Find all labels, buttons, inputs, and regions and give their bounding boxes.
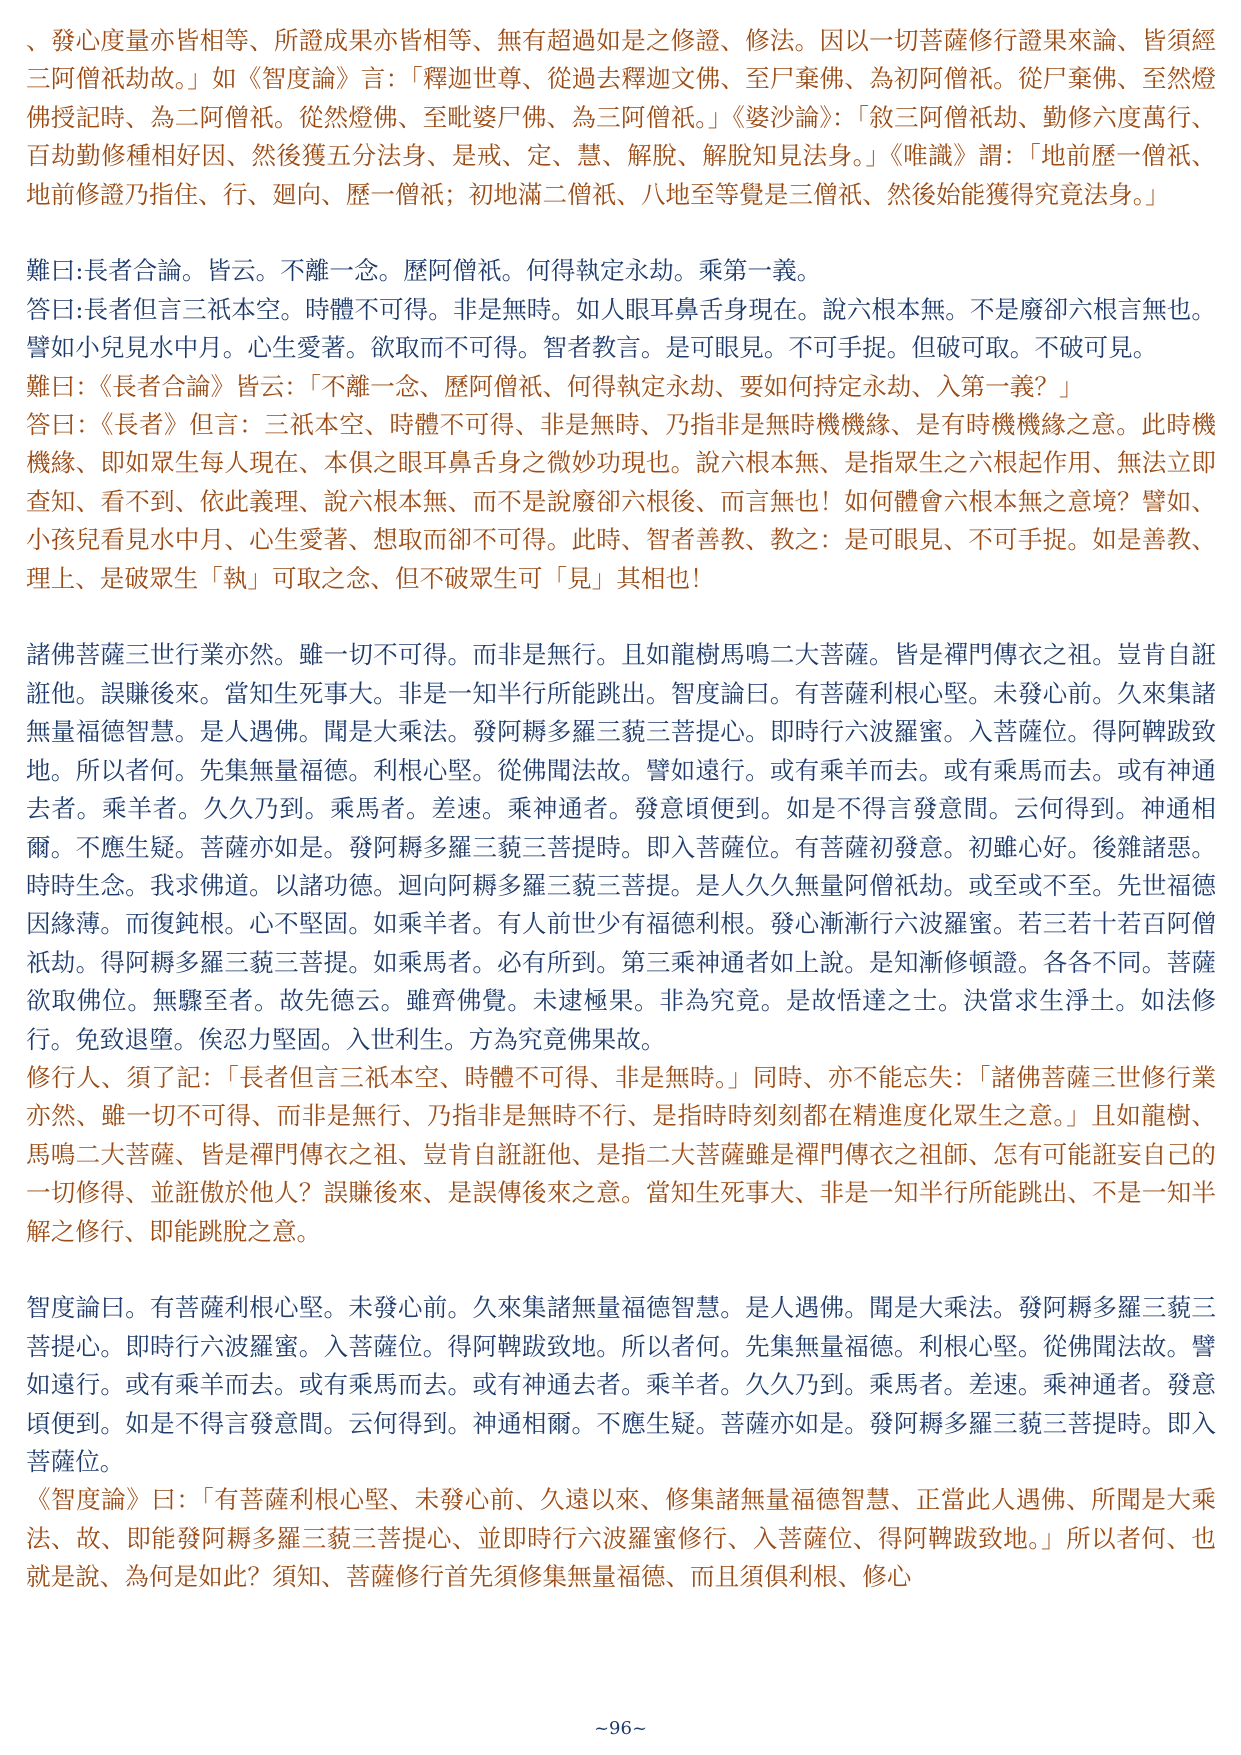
paragraph-gap <box>26 1251 1216 1289</box>
paragraph-11: 智度論曰。有菩薩利根心堅。未發心前。久來集諸無量福德智慧。是人遇佛。聞是大乘法。發阿耨多羅三藐三菩提心。即時行六波羅蜜。入菩薩位。得阿鞞跋致地。所以者何。先集無量福德。利根心堅。從佛聞法故。譬如遠行。或有乘羊而去。或有乘馬而去。或有神通去者。乘羊者。久久乃到。乘馬者。差速。乘神通者。發意頃便到。如是不得言發意間。云何得到。神通相爾。不應生疑。菩薩亦如是。發阿耨多羅三藐三菩提時。即入菩薩位。 <box>26 1293 1216 1476</box>
paragraph-4: 答曰:長者但言三祇本空。時體不可得。非是無時。如人眼耳鼻舌身現在。說六根本無。不是廢卻六根言無也。譬如小兒見水中月。心生愛著。欲取而不可得。智者教言。是可眼見。不可手捉。但破可取。不破可見。 <box>26 294 1216 363</box>
paragraph-8: 諸佛菩薩三世行業亦然。雖一切不可得。而非是無行。且如龍樹馬鳴二大菩薩。皆是禪門傳衣之祖。豈肯自誑誑他。誤賺後來。當知生死事大。非是一知半行所能跳出。智度論曰。有菩薩利根心堅。未發心前。久來集諸無量福德智慧。是人遇佛。聞是大乘法。發阿耨多羅三藐三菩提心。即時行六波羅蜜。入菩薩位。得阿鞞跋致地。所以者何。先集無量福德。利根心堅。從佛聞法故。譬如遠行。或有乘羊而去。或有乘馬而去。或有神通去者。乘羊者。久久乃到。乘馬者。差速。乘神通者。發意頃便到。如是不得言發意間。云何得到。神通相爾。不應生疑。菩薩亦如是。發阿耨多羅三藐三菩提時。即入菩薩位。有菩薩初發意。初雖心好。後雜諸惡。時時生念。我求佛道。以諸功德。迴向阿耨多羅三藐三菩提。是人久久無量阿僧祇劫。或至或不至。先世福德因緣薄。而復鈍根。心不堅固。如乘羊者。有人前世少有福德利根。發心漸漸行六波羅蜜。若三若十若百阿僧祇劫。得阿耨多羅三藐三菩提。如乘馬者。必有所到。第三乘神通者如上說。是知漸修頓證。各各不同。菩薩欲取佛位。無驟至者。故先德云。雖齊佛覺。未逮極果。非為究竟。是故悟達之士。決當求生淨土。如法修行。免致退墮。俟忍力堅固。入世利生。方為究竟佛果故。 <box>26 640 1216 1054</box>
paragraph-1: 、發心度量亦皆相等、所證成果亦皆相等、無有超過如是之修證、修法。因以一切菩薩修行證果來論、皆須經三阿僧祇劫故。」如《智度論》言：「釋迦世尊、從過去釋迦文佛、至尸棄佛、為初阿僧祇。從尸棄佛、至然燈佛授記時、為二阿僧祇。從然燈佛、至毗婆尸佛、為三阿僧祇。」《婆沙論》：「敘三阿僧祇劫、勤修六度萬行、百劫勤修種相好因、然後獲五分法身、是戒、定、慧、解脫、解脫知見法身。」《唯識》謂：「地前歷一僧祇、地前修證乃指住、行、廻向、歷一僧祇；初地滿二僧祇、八地至等覺是三僧祇、然後始能獲得究竟法身。」 <box>26 26 1216 209</box>
paragraph-6: 答曰：《長者》但言：三祇本空、時體不可得、非是無時、乃指非是無時機機緣、是有時機機緣之意。此時機機緣、即如眾生每人現在、本俱之眼耳鼻舌身之微妙功現也。說六根本無、是指眾生之六根起作用、無法立即查知、看不到、依此義理、說六根本無、而不是說廢卻六根後、而言無也！如何體會六根本無之意境？譬如、小孩兒看見水中月、心生愛著、想取而卻不可得。此時、智者善教、教之：是可眼見、不可手捉。如是善教、理上、是破眾生「執」可取之念、但不破眾生可「見」其相也！ <box>26 410 1216 593</box>
paragraph-3: 難曰:長者合論。皆云。不離一念。歷阿僧祇。何得執定永劫。乘第一義。 <box>26 256 822 286</box>
paragraph-5: 難曰：《長者合論》皆云：「不離一念、歷阿僧祇、何得執定永劫、要如何持定永劫、入第一義？」 <box>26 371 1084 401</box>
paragraph-gap <box>26 598 1216 636</box>
page-body <box>26 22 1216 1597</box>
page-number: ~96~ <box>593 1718 648 1739</box>
paragraph-12: 《智度論》曰：「有菩薩利根心堅、未發心前、久遠以來、修集諸無量福德智慧、正當此人遇佛、所聞是大乘法、故、即能發阿耨多羅三藐三菩提心、並即時行六波羅蜜修行、入菩薩位、得阿鞞跋致地。」所以者何、也就是說、為何是如此？須知、菩薩修行首先須修集無量福德、而且須俱利根、修心 <box>26 1485 1216 1592</box>
paragraph-gap <box>26 214 1216 252</box>
paragraph-9: 修行人、須了記：「長者但言三祇本空、時體不可得、非是無時。」同時、亦不能忘失：「諸佛菩薩三世修行業亦然、雖一切不可得、而非是無行、乃指非是無時不行、是指時時刻刻都在精進度化眾生之意。」且如龍樹、馬鳴二大菩薩、皆是禪門傳衣之祖、豈肯自誑誑他、是指二大菩薩雖是禪門傳衣之祖師、怎有可能誑妄自己的一切修得、並誑傲於他人？誤賺後來、是誤傳後來之意。當知生死事大、非是一知半行所能跳出、不是一知半解之修行、即能跳脫之意。 <box>26 1062 1216 1246</box>
